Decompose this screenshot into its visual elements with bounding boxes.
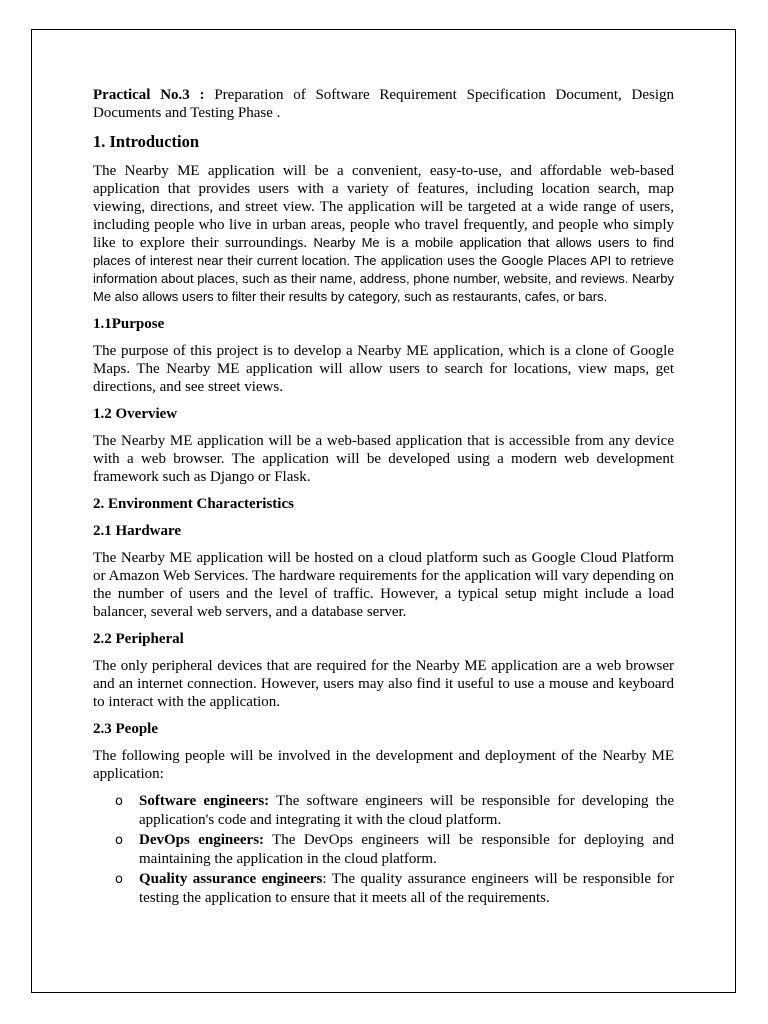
introduction-text-sans: Nearby Me is a mobile application that allows users to find places of interest near their current location. The application uses the Google Places API to retrieve information about places, such as their name, address, phone number, website, and reviews. Nearby Me also allows users to filter their results by category, such as restaurants, cafes, or bars.	[93, 235, 674, 304]
role-description: : The quality assurance engineers will be responsible for testing the application to ensure that it meets all of the requirements.	[139, 871, 674, 906]
practical-label: Practical No.3 :	[93, 87, 205, 103]
role-label: DevOps engineers:	[139, 832, 265, 848]
bullet-icon: o	[115, 872, 123, 887]
people-heading: 2.3 People	[93, 721, 158, 737]
purpose-heading: 1.1Purpose	[93, 316, 165, 332]
document-body	[93, 86, 674, 909]
list-item	[93, 831, 674, 869]
peripheral-heading: 2.2 Peripheral	[93, 631, 184, 647]
role-description: The DevOps engineers will be responsible for deploying and maintaining the application in the cloud platform.	[139, 832, 675, 867]
hardware-heading: 2.1 Hardware	[93, 523, 182, 539]
bullet-icon: o	[115, 833, 123, 848]
practical-title	[93, 86, 674, 122]
introduction-heading: 1. Introduction	[93, 132, 200, 151]
role-label: Software engineers:	[139, 793, 270, 809]
peripheral-paragraph: The only peripheral devices that are required for the Nearby ME application are a web browser and an internet connection. However, users may also find it useful to use a mouse and keyboard to interact with the application.	[93, 658, 674, 710]
people-list	[93, 792, 674, 908]
bullet-icon: o	[115, 794, 123, 809]
list-item	[93, 792, 674, 830]
hardware-paragraph: The Nearby ME application will be hosted on a cloud platform such as Google Cloud Platform or Amazon Web Services. The hardware requirements for the application will vary depending on the number of users and the level of traffic. However, a typical setup might include a load balancer, several web servers, and a database server.	[93, 550, 674, 620]
introduction-paragraph	[93, 162, 674, 306]
purpose-paragraph: The purpose of this project is to develop a Nearby ME application, which is a clone of Google Maps. The Nearby ME application will allow users to search for locations, view maps, get directions, and see street views.	[93, 343, 674, 395]
overview-paragraph: The Nearby ME application will be a web-based application that is accessible from any device with a web browser. The application will be developed using a modern web development framework such as Django or Flask.	[93, 433, 674, 485]
introduction-text-serif: The Nearby ME application will be a convenient, easy-to-use, and affordable web-based application that provides users with a variety of features, including location search, map viewing, directions, and street view. The application will be targeted at a wide range of users, including people who live in urban areas, people who travel frequently, and people who simply like to explore their surroundings.	[93, 163, 674, 251]
environment-heading: 2. Environment Characteristics	[93, 496, 294, 512]
role-label: Quality assurance engineers	[139, 871, 323, 887]
practical-text: Preparation of Software Requirement Specification Document, Design Documents and Testing Phase .	[93, 87, 674, 121]
people-paragraph: The following people will be involved in the development and deployment of the Nearby ME application:	[93, 748, 674, 782]
overview-heading: 1.2 Overview	[93, 406, 178, 422]
role-description: The software engineers will be responsible for developing the application's code and integrating it with the cloud platform.	[139, 793, 674, 828]
list-item	[93, 870, 674, 908]
